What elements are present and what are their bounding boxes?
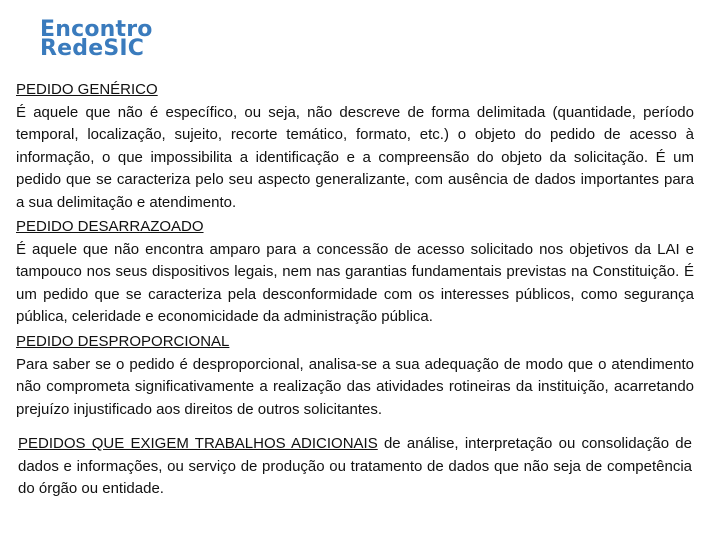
section-disproportional — [16, 331, 694, 421]
logo-line-2: RedeSIC — [40, 36, 145, 61]
section-text: de análise, interpretação ou consolidação de dados e informações, ou serviço de produção ou tratamento de dados que não seja de competência do órgão ou entidade. — [18, 435, 692, 497]
section-generic — [16, 79, 694, 214]
section-unreasonable — [16, 216, 694, 329]
section-text: É aquele que não encontra amparo para a concessão de acesso solicitado nos objetivos da LAI e tampouco nos seus dispositivos legais, nem nas garantias fundamentais previstas na Constituição. É um pedido que se caracteriza pela desconformidade com os interesses públicos, como segurança pública, celeridade e economicidade da administração pública. — [16, 240, 694, 325]
section-text: É aquele que não é específico, ou seja, não descreve de forma delimitada (quantidade, período temporal, localização, sujeito, recorte temático, formato, etc.) o objeto do pedido de acesso à informação, o que impossibilita a identificação e a compreensão do objeto da solicitação. É um pedido que se caracteriza pelo seu aspecto generalizante, com ausência de dados importantes para a sua delimitação e atendimento. — [16, 103, 694, 211]
section-lead: PEDIDOS QUE EXIGEM TRABALHOS ADICIONAIS — [18, 435, 378, 452]
section-title: PEDIDO DESPROPORCIONAL — [16, 333, 230, 350]
section-text: Para saber se o pedido é desproporcional, analisa-se a sua adequação de modo que o atendimento não comprometa significativamente a realização das atividades rotineiras da instituição, acarretando prejuízo injustificado aos direitos de outros solicitantes. — [16, 355, 694, 418]
section-additional-work — [18, 433, 692, 501]
section-title: PEDIDO GENÉRICO — [16, 81, 158, 98]
section-title: PEDIDO DESARRAZOADO — [16, 218, 204, 235]
logo-line-1: Encontro — [40, 17, 153, 42]
logo — [40, 17, 153, 61]
